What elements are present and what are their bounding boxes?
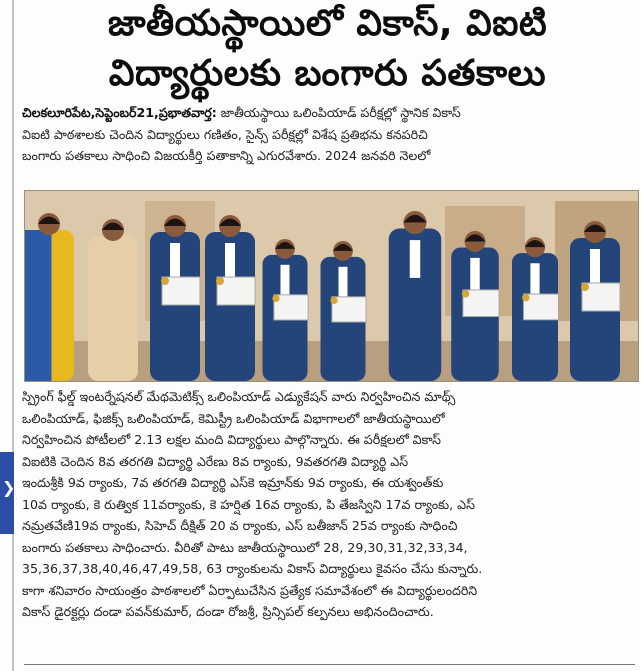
body-line: ఇందుశ్రీకి 9వ ర్యాంకు, 7వ తరగతి విద్యార్థి ఎస్‌కె ఇమ్రాన్‌కు 9వ ర్యాంకు, ఈ యశ్వంత్‌కు	[22, 475, 444, 490]
person-head	[403, 211, 426, 234]
page-side-marker	[0, 452, 14, 534]
bottom-divider	[24, 664, 635, 665]
person-jacket	[25, 230, 52, 381]
person-shirt	[225, 243, 235, 279]
person-shirt	[339, 267, 348, 299]
body-line: కాగా శనివారం సాయంత్రం పాఠశాలలో ఏర్పాటుచేసిన ప్రత్యేక సమావేశంలో ఈ విద్యార్థులందరిని	[22, 582, 478, 598]
medal-icon	[161, 277, 169, 285]
medal-icon	[216, 277, 224, 285]
person-shirt	[530, 263, 539, 296]
medal-icon	[330, 297, 337, 304]
body-line: వికాస్ డైరక్టర్లు దండా పవన్‌కుమార్, దండా రోజశ్రీ, ప్రిన్సిపల్ కల్పనలు అభినందించారు.	[22, 604, 434, 619]
group-photo	[24, 190, 639, 382]
column-divider	[12, 0, 14, 671]
headline-line-1: జాతీయస్థాయిలో వికాస్, విఐటి	[107, 3, 548, 44]
medal-icon	[462, 290, 470, 298]
medal-icon	[272, 295, 279, 302]
person-shirt	[470, 258, 480, 292]
body-line: 10వ ర్యాంకు, కె రుత్విక 11వర్యాంకు, కె హర్షిత 16వ ర్యాంకు, పి తేజస్విని 17వ ర్యాంకు, ఎస్	[22, 496, 475, 512]
group-photo-illustration	[25, 191, 638, 381]
body-line: స్ప్రింగ్ ఫీల్డ్ ఇంటర్నేషనల్ మేథమెటిక్స్ ఒలింపియాడ్ ఎడ్యుకేషన్ వారు నిర్వహించిన మాథ్స్	[22, 389, 456, 404]
chevron-right-icon: ❯	[2, 478, 16, 497]
medal-icon	[522, 294, 529, 301]
medal-icon	[581, 283, 589, 291]
body-line: విఐటికి చెందిన 8వ తరగతి విద్యార్థి ఎరేణు 8వ ర్యాంకు, 9వతరగతి విద్యార్థి ఎస్	[22, 453, 409, 469]
headline-line-2: విద్యార్థులకు బంగారు పతకాలు	[108, 53, 547, 94]
person-shirt	[590, 249, 600, 285]
intro-line-1-text: జాతీయస్థాయి ఒలింపియాడ్ పరీక్షల్లో స్థానిక వికాస్	[216, 105, 461, 120]
person-shirt	[410, 240, 421, 278]
body-line: ఒలింపియాడ్, ఫిజిక్స్ ఒలింపియాడ్, కెమిస్ట్రీ ఒలింపియాడ్ విభాగాలలో జాతీయస్థాయిలో	[22, 410, 445, 426]
person-shirt	[170, 243, 180, 279]
intro-paragraph	[22, 102, 635, 167]
dateline: చిలకలూరిపేట,సెప్టెంబర్21,ప్రభాతవార్త:	[22, 105, 217, 120]
person-body	[88, 236, 138, 381]
body-line: నిర్వహించిన పోటీలలో 2.13 లక్షల మంది విద్యార్థులు పాల్గొన్నారు. ఈ పరీక్షలలో వికాస్	[22, 432, 441, 447]
body-paragraph	[22, 386, 635, 623]
body-line: 35,36,37,38,40,46,47,49,58, 63 ర్యాంకులను వికాస్ విద్యార్థులు కైవసం చేసు కున్నారు.	[22, 561, 483, 576]
intro-line-3: బంగారు పతకాలు సాధించి విజయకీర్తి పతాకాన్ని ఎగురవేశారు. 2024 జనవరి నెలలో	[22, 148, 431, 163]
person-shirt	[281, 265, 290, 297]
intro-line-1	[22, 102, 635, 124]
intro-line-2: విఐటి పాఠశాలకు చెందిన విద్యార్థులు గణితం, సైన్స్ పరీక్షల్లో విశేష ప్రతిభను కనపరిచి	[22, 126, 428, 142]
body-line: నమ్రతవేణి19వ ర్యాంకు, సిహెచ్ దీక్షిత్ 20 వ ర్యాంకు, ఎస్ బతీజాన్ 25వ ర్యాంకు సాధించి	[22, 518, 458, 533]
body-line: బంగారు పతకాలు సాధించారు. వీరితో పాటు జాతీయస్థాయిలో 28, 29,30,31,32,33,34,	[22, 539, 468, 555]
